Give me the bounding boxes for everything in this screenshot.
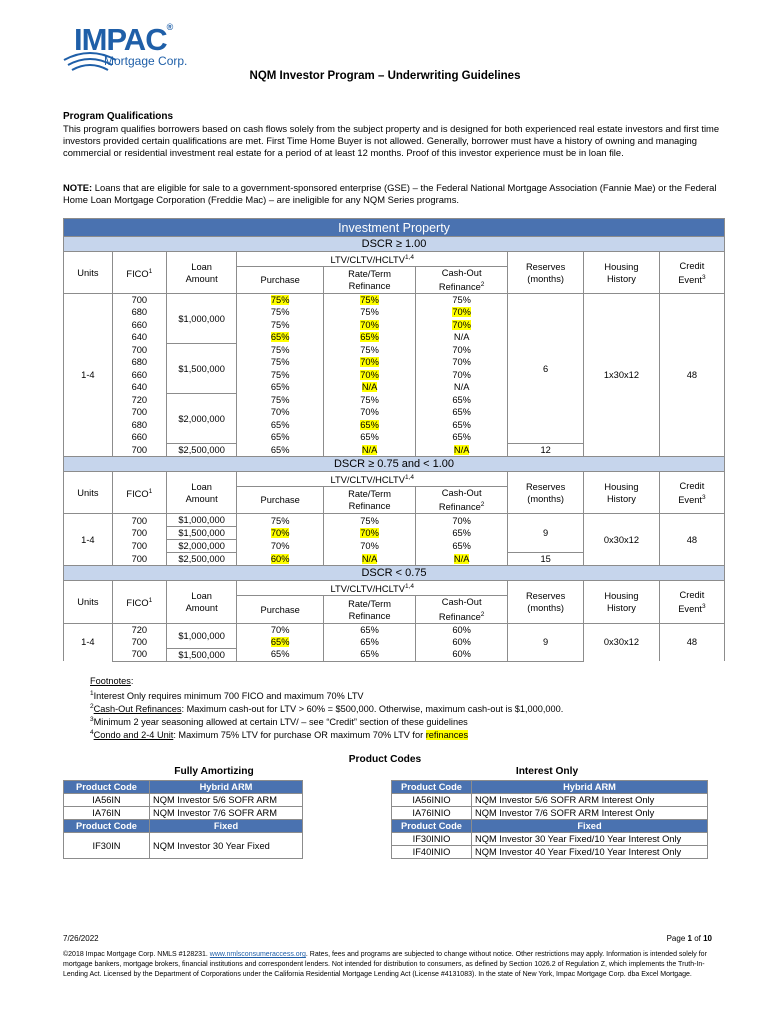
cash-out-cell: 65%: [416, 540, 508, 553]
purchase-cell: 75%: [237, 294, 324, 307]
footnote: $^2$Cash-Out Refinances: Maximum cash-out for LTV > 60% = $500,000. Otherwise, maximum cash-out is $1,000,000.: [90, 703, 564, 715]
fico-cell: 660: [112, 431, 166, 444]
fico-cell: 700: [112, 636, 166, 649]
fico-cell: 700: [112, 294, 166, 307]
fico-cell: 720: [112, 394, 166, 407]
reserves-cell: 6: [508, 294, 584, 444]
fico-cell: 700: [112, 514, 166, 527]
cash-out-cell: 60%: [416, 648, 508, 661]
footer-date: 7/26/2022: [63, 934, 99, 943]
rate-term-cell: 70%: [324, 356, 416, 369]
purchase-cell: 60%: [237, 553, 324, 566]
dscr-band: DSCR ≥ 1.00: [64, 237, 725, 252]
col-cash-out: Cash-Out Refinance$^2$: [416, 596, 508, 623]
col-reserves: Reserves (months): [508, 581, 584, 623]
loan-amount-cell: $1,000,000: [166, 294, 236, 344]
data-row: [64, 294, 725, 307]
rate-term-cell: 65%: [324, 431, 416, 444]
rate-term-cell: 70%: [324, 406, 416, 419]
impac-logo: [60, 14, 220, 76]
reserves-cell: 9: [508, 514, 584, 553]
cash-out-cell: 65%: [416, 527, 508, 540]
product-code: IF30INIO: [392, 833, 472, 846]
product-code: IA76INIO: [392, 807, 472, 820]
col-loan-amount: Loan Amount: [166, 472, 236, 514]
fully-amortizing-table: [63, 780, 303, 859]
col-fico: FICO$^1$: [112, 472, 166, 514]
cash-out-cell: 65%: [416, 431, 508, 444]
purchase-cell: 65%: [237, 648, 324, 661]
col-housing: Housing History: [584, 472, 660, 514]
interest-only-heading: Interest Only: [515, 766, 579, 777]
product-row: [392, 794, 708, 807]
col-fico: FICO$^1$: [112, 581, 166, 623]
product-row: [64, 794, 303, 807]
fico-cell: 700: [112, 527, 166, 540]
col-credit: Credit Event$^3$: [659, 472, 724, 514]
product-row: [64, 833, 303, 859]
rate-term-cell: 65%: [324, 331, 416, 344]
fixed-header: [64, 820, 303, 833]
purchase-cell: 65%: [237, 636, 324, 649]
col-reserves: Reserves (months): [508, 252, 584, 294]
purchase-cell: 65%: [237, 419, 324, 432]
matrix-title: Investment Property: [64, 219, 725, 237]
purchase-cell: 75%: [237, 394, 324, 407]
rate-term-cell: 65%: [324, 419, 416, 432]
cash-out-cell: N/A: [416, 381, 508, 394]
rate-term-cell: N/A: [324, 444, 416, 457]
note-label: NOTE:: [63, 182, 93, 193]
purchase-cell: 75%: [237, 306, 324, 319]
fico-cell: 680: [112, 306, 166, 319]
product-code: IF30IN: [64, 833, 150, 859]
cash-out-cell: 70%: [416, 319, 508, 332]
fico-cell: 700: [112, 553, 166, 566]
cash-out-cell: N/A: [416, 331, 508, 344]
fico-cell: 680: [112, 419, 166, 432]
cash-out-cell: 65%: [416, 419, 508, 432]
rate-term-cell: 70%: [324, 319, 416, 332]
qualifications-text: This program qualifies borrowers based on cash flows solely from the subject property and is designed for both experienced real estate investors and first time investors provided certain qualifications are met. First Time Home Buyer is not allowed. Generally, borrower must have a history of owning and managing commercial or residential investment real estate for a period of at least 12 months. Proof of this investor experience must be in loan file.: [63, 123, 720, 158]
units-cell: 1-4: [64, 623, 113, 661]
rate-term-cell: 65%: [324, 648, 416, 661]
fully-amortizing-heading: Fully Amortizing: [174, 766, 254, 777]
col-loan-amount: Loan Amount: [166, 581, 236, 623]
purchase-cell: 75%: [237, 319, 324, 332]
loan-amount-cell: $1,500,000: [166, 648, 236, 661]
product-row: [392, 807, 708, 820]
page-number: Page 1 of 10: [666, 934, 712, 943]
reserves-cell: 12: [508, 444, 584, 457]
col-rate-term: Rate/Term Refinance: [324, 487, 416, 514]
loan-amount-cell: $1,000,000: [166, 623, 236, 648]
product-row: [392, 846, 708, 859]
nmls-link[interactable]: www.nmlsconsumeraccess.org: [209, 951, 306, 958]
product-description: NQM Investor 5/6 SOFR ARM: [150, 794, 303, 807]
col-purchase: Purchase: [237, 267, 324, 294]
cash-out-cell: 70%: [416, 344, 508, 357]
purchase-cell: 65%: [237, 444, 324, 457]
fico-cell: 660: [112, 319, 166, 332]
loan-amount-cell: $2,500,000: [166, 553, 236, 566]
credit-event-cell: 48: [659, 514, 724, 566]
loan-amount-cell: $2,500,000: [166, 444, 236, 457]
product-description: NQM Investor 30 Year Fixed/10 Year Interest Only: [472, 833, 708, 846]
dscr-band-row: [64, 237, 725, 252]
col-reserves: Reserves (months): [508, 472, 584, 514]
loan-amount-cell: $1,500,000: [166, 527, 236, 540]
fico-cell: 680: [112, 356, 166, 369]
dscr-band-row: [64, 457, 725, 472]
product-description: NQM Investor 7/6 SOFR ARM Interest Only: [472, 807, 708, 820]
col-housing: Housing History: [584, 252, 660, 294]
matrix-title-row: [64, 219, 725, 237]
cash-out-cell: 70%: [416, 356, 508, 369]
disclaimer: ©2018 Impac Mortgage Corp. NMLS #128231. www.nmlsconsumeraccess.org. Rates, fees and programs are subjected to change without notice. Other restrictions may apply. Information is intended solely for mortgage bankers, mortgage brokers, financial institutions and correspondent lenders. Not intended for distribution to consumers, as defined by Section 1026.2 of Regulation Z, which implements the Truth-In-Lending Act. Licensed by the Department of Corporations under the California Residential Mortgage Lending Act (License #4131083). In the state of New York, Impac Mortgage Corp. dba Excel Mortgage.: [63, 951, 707, 978]
matrix-table: [63, 218, 725, 662]
housing-history-cell: 1x30x12: [584, 294, 660, 457]
cash-out-cell: N/A: [416, 444, 508, 457]
purchase-cell: 75%: [237, 356, 324, 369]
purchase-cell: 75%: [237, 514, 324, 527]
purchase-cell: 70%: [237, 406, 324, 419]
housing-history-cell: 0x30x12: [584, 623, 660, 661]
col-purchase: Purchase: [237, 596, 324, 623]
purchase-cell: 75%: [237, 344, 324, 357]
col-credit: Credit Event$^3$: [659, 252, 724, 294]
fico-cell: 640: [112, 381, 166, 394]
rate-term-cell: 70%: [324, 369, 416, 382]
qualifications-heading: Program Qualifications: [63, 111, 174, 122]
purchase-cell: 65%: [237, 381, 324, 394]
product-code: IF40INIO: [392, 846, 472, 859]
reserves-cell: 9: [508, 623, 584, 661]
rate-term-cell: 75%: [324, 294, 416, 307]
header-row: [64, 252, 725, 267]
cash-out-cell: 60%: [416, 636, 508, 649]
dscr-band: DSCR < 0.75: [64, 566, 725, 581]
product-code-header: Product Code: [64, 820, 150, 833]
product-code: IA56IN: [64, 794, 150, 807]
purchase-cell: 65%: [237, 431, 324, 444]
dscr-band: DSCR ≥ 0.75 and < 1.00: [64, 457, 725, 472]
rate-term-cell: N/A: [324, 381, 416, 394]
header-row: [64, 581, 725, 596]
hybrid-arm-header-label: Hybrid ARM: [150, 781, 303, 794]
loan-amount-cell: $2,000,000: [166, 540, 236, 553]
product-description: NQM Investor 7/6 SOFR ARM: [150, 807, 303, 820]
product-description: NQM Investor 5/6 SOFR ARM Interest Only: [472, 794, 708, 807]
loan-amount-cell: $1,000,000: [166, 514, 236, 527]
footnote: $^3$Minimum 2 year seasoning allowed at certain LTV/ – see “Credit” section of these guidelines: [90, 716, 468, 728]
purchase-cell: 70%: [237, 623, 324, 636]
col-purchase: Purchase: [237, 487, 324, 514]
cash-out-cell: N/A: [416, 553, 508, 566]
purchase-cell: 65%: [237, 331, 324, 344]
hybrid-arm-header: [392, 781, 708, 794]
loan-amount-cell: $1,500,000: [166, 344, 236, 394]
fico-cell: 700: [112, 648, 166, 661]
fico-cell: 700: [112, 444, 166, 457]
fico-cell: 700: [112, 406, 166, 419]
col-units: Units: [64, 472, 113, 514]
product-code-header: Product Code: [392, 820, 472, 833]
product-row: [64, 807, 303, 820]
product-row: [392, 833, 708, 846]
rate-term-cell: 75%: [324, 514, 416, 527]
rate-term-cell: 70%: [324, 527, 416, 540]
col-ltv: LTV/CLTV/HCLTV$^{1,4}$: [237, 252, 508, 267]
hybrid-arm-header-label: Hybrid ARM: [472, 781, 708, 794]
fico-cell: 700: [112, 344, 166, 357]
footnote: $^4$Condo and 2-4 Unit: Maximum 75% LTV for purchase OR maximum 70% LTV for refinances: [90, 729, 469, 741]
cash-out-cell: 65%: [416, 406, 508, 419]
product-description: NQM Investor 30 Year Fixed: [150, 833, 303, 859]
col-rate-term: Rate/Term Refinance: [324, 596, 416, 623]
col-loan-amount: Loan Amount: [166, 252, 236, 294]
interest-only-table: [391, 780, 708, 859]
loan-amount-cell: $2,000,000: [166, 394, 236, 444]
purchase-cell: 70%: [237, 527, 324, 540]
note-text: Loans that are eligible for sale to a government-sponsored enterprise (GSE) – the Federal National Mortgage Association (Fannie Mae) or the Federal Home Loan Mortgage Corporation (Freddie Mac) – are ineligible for any NQM Series programs.: [63, 182, 717, 205]
col-fico: FICO$^1$: [112, 252, 166, 294]
units-cell: 1-4: [64, 514, 113, 566]
cash-out-cell: 65%: [416, 394, 508, 407]
product-code: IA76IN: [64, 807, 150, 820]
col-credit: Credit Event$^3$: [659, 581, 724, 623]
reserves-cell: 15: [508, 553, 584, 566]
rate-term-cell: 65%: [324, 636, 416, 649]
rate-term-cell: 70%: [324, 540, 416, 553]
dscr-band-row: [64, 566, 725, 581]
fico-cell: 640: [112, 331, 166, 344]
housing-history-cell: 0x30x12: [584, 514, 660, 566]
purchase-cell: 75%: [237, 369, 324, 382]
footnotes-heading: Footnotes:: [90, 676, 134, 686]
col-rate-term: Rate/Term Refinance: [324, 267, 416, 294]
credit-event-cell: 48: [659, 294, 724, 457]
fico-cell: 700: [112, 540, 166, 553]
page-title: NQM Investor Program – Underwriting Guidelines: [249, 70, 521, 82]
fico-cell: 660: [112, 369, 166, 382]
fixed-header: [392, 820, 708, 833]
fico-cell: 720: [112, 623, 166, 636]
purchase-cell: 70%: [237, 540, 324, 553]
cash-out-cell: 70%: [416, 306, 508, 319]
logo-wordmark: IMPAC®: [74, 22, 174, 57]
product-codes-title: Product Codes: [348, 754, 422, 765]
units-cell: 1-4: [64, 294, 113, 457]
product-code-header: Product Code: [64, 781, 150, 794]
rate-term-cell: N/A: [324, 553, 416, 566]
col-ltv: LTV/CLTV/HCLTV$^{1,4}$: [237, 581, 508, 596]
rate-term-cell: 75%: [324, 306, 416, 319]
col-ltv: LTV/CLTV/HCLTV$^{1,4}$: [237, 472, 508, 487]
data-row: [64, 623, 725, 636]
rate-term-cell: 75%: [324, 344, 416, 357]
cash-out-cell: 75%: [416, 294, 508, 307]
credit-event-cell: 48: [659, 623, 724, 661]
fixed-header-label: Fixed: [150, 820, 303, 833]
col-cash-out: Cash-Out Refinance$^2$: [416, 487, 508, 514]
data-row: [64, 514, 725, 527]
header-row: [64, 472, 725, 487]
col-cash-out: Cash-Out Refinance$^2$: [416, 267, 508, 294]
gse-note: [63, 182, 723, 206]
product-code-header: Product Code: [392, 781, 472, 794]
hybrid-arm-header: [64, 781, 303, 794]
cash-out-cell: 60%: [416, 623, 508, 636]
col-housing: Housing History: [584, 581, 660, 623]
rate-term-cell: 75%: [324, 394, 416, 407]
cash-out-cell: 70%: [416, 514, 508, 527]
logo-subtitle: Mortgage Corp.: [104, 54, 188, 68]
footnote: $^1$Interest Only requires minimum 700 FICO and maximum 70% LTV: [90, 690, 364, 702]
col-units: Units: [64, 581, 113, 623]
product-description: NQM Investor 40 Year Fixed/10 Year Interest Only: [472, 846, 708, 859]
col-units: Units: [64, 252, 113, 294]
cash-out-cell: 70%: [416, 369, 508, 382]
rate-term-cell: 65%: [324, 623, 416, 636]
fixed-header-label: Fixed: [472, 820, 708, 833]
product-code: IA56INIO: [392, 794, 472, 807]
